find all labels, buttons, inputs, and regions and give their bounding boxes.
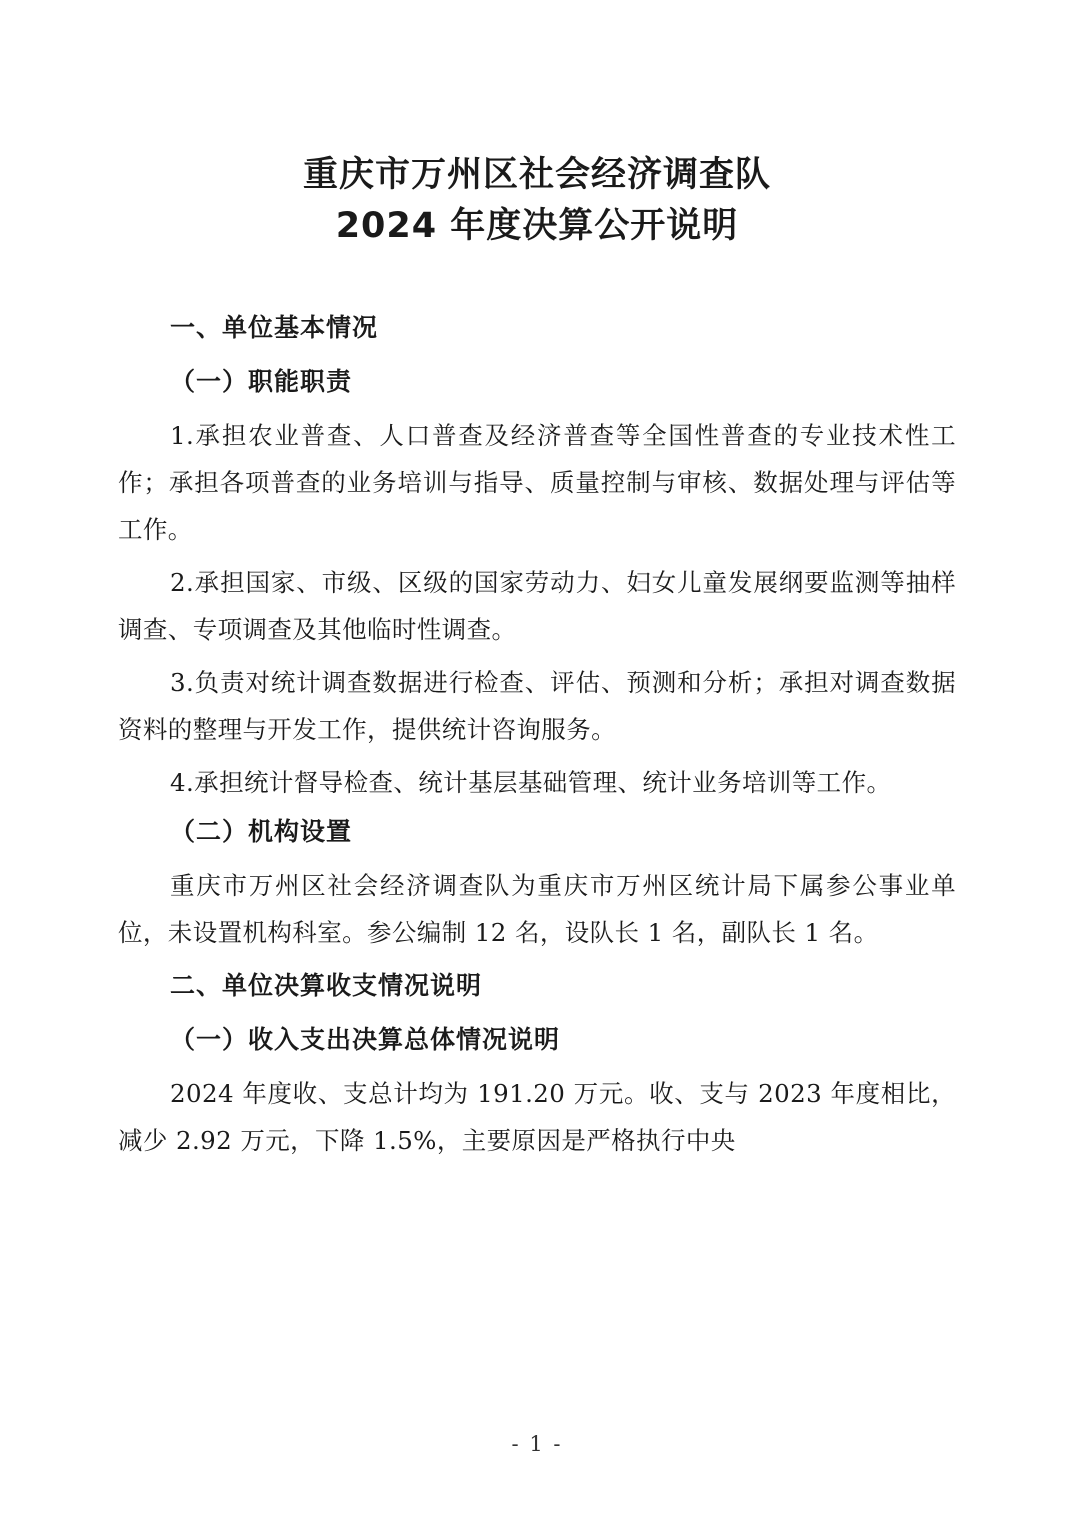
paragraph: 1.承担农业普查、人口普查及经济普查等全国性普查的专业技术性工作；承担各项普查的业务培训与指导、质量控制与审核、数据处理与评估等工作。 bbox=[118, 420, 956, 544]
section-1 bbox=[118, 308, 956, 956]
subsection-heading: （一）收入支出决算总体情况说明 bbox=[170, 1024, 561, 1054]
title-line-2: 2024 年度决算公开说明 bbox=[335, 205, 739, 246]
paragraph: 2024 年度收、支总计均为 191.20 万元。收、支与 2023 年度相比，减少 2.92 万元，下降 1.5%，主要原因是严格执行中央 bbox=[118, 1078, 956, 1155]
page-title bbox=[118, 150, 956, 252]
subsection-heading: （一）职能职责 bbox=[170, 366, 353, 396]
page-number: - 1 - bbox=[511, 1432, 563, 1456]
section-heading: 一、单位基本情况 bbox=[170, 312, 379, 342]
paragraph: 2.承担国家、市级、区级的国家劳动力、妇女儿童发展纲要监测等抽样调查、专项调查及其他临时性调查。 bbox=[118, 567, 956, 644]
subsection-heading: （二）机构设置 bbox=[170, 816, 353, 846]
title-line-1: 重庆市万州区社会经济调查队 bbox=[302, 155, 771, 195]
section-2 bbox=[118, 966, 956, 1164]
paragraph: 3.负责对统计调查数据进行检查、评估、预测和分析；承担对调查数据资料的整理与开发工作，提供统计咨询服务。 bbox=[118, 667, 956, 744]
paragraph: 重庆市万州区社会经济调查队为重庆市万州区统计局下属参公事业单位，未设置机构科室。参公编制 12 名，设队长 1 名，副队长 1 名。 bbox=[118, 870, 956, 947]
section-heading: 二、单位决算收支情况说明 bbox=[170, 970, 483, 1000]
paragraph: 4.承担统计督导检查、统计基层基础管理、统计业务培训等工作。 bbox=[170, 767, 892, 797]
